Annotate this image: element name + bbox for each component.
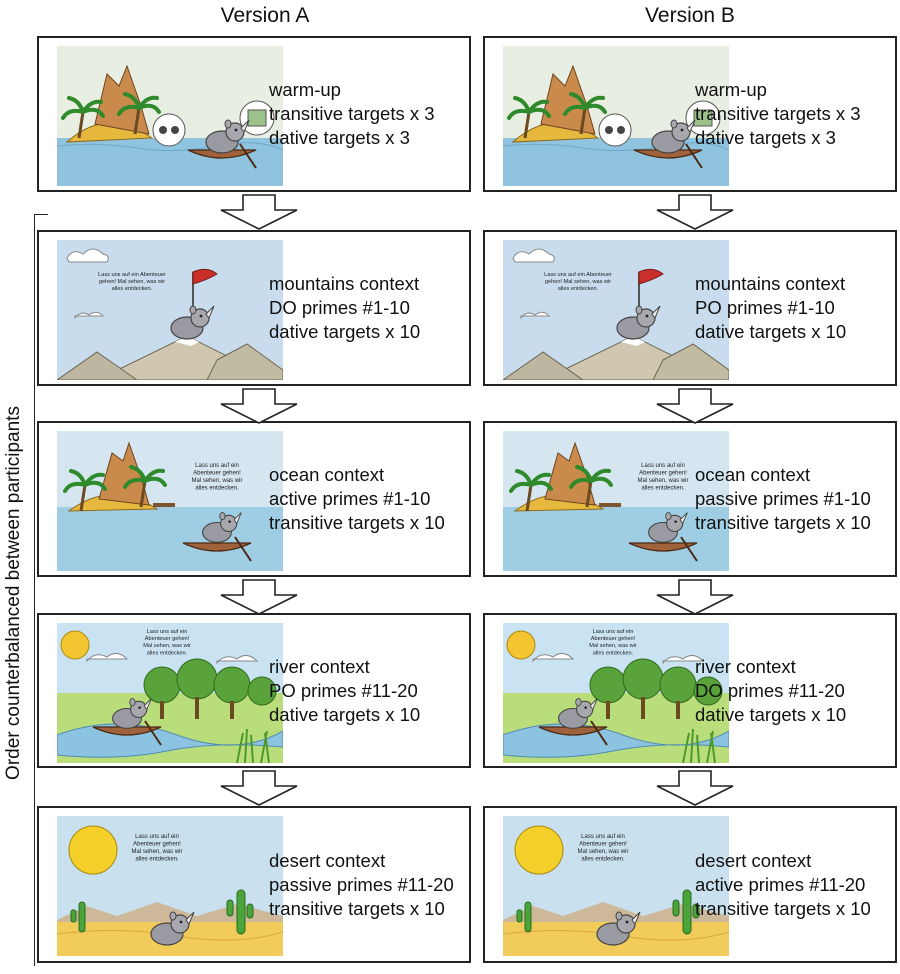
stage-line: passive primes #11-20 (269, 873, 454, 895)
scene-caption-line: Mal sehen, was wir (577, 849, 629, 855)
scene-caption-line: Lass uns auf ein (195, 463, 239, 469)
stage-line: desert context (695, 849, 812, 871)
stage-description (695, 423, 871, 575)
scene-caption-line: alles entdecken. (641, 485, 685, 492)
stage-box-mountain (37, 230, 471, 386)
scene-caption-line: Lass uns auf ein Abenteuer (98, 272, 166, 278)
stage-line: dative targets x 3 (695, 127, 836, 148)
stage-box-mountain (483, 230, 897, 386)
scene-illustration-ocean (57, 431, 283, 571)
stage-line: ocean context (269, 464, 385, 485)
scene-caption-line: Mal sehen, was wir (589, 643, 637, 650)
stage-line: dative targets x 10 (695, 703, 847, 725)
stage-line: active primes #11-20 (695, 873, 866, 895)
stage-description (695, 615, 846, 766)
scene-caption-line: Lass uns auf ein (135, 834, 179, 840)
stage-line: ocean context (695, 464, 811, 485)
scene-caption-line: gehen! Mal sehen, was wir (544, 279, 612, 286)
stage-box-river (37, 613, 471, 768)
stage-description (695, 38, 861, 190)
title-version-b: Version B (645, 4, 735, 27)
stage-description (269, 808, 454, 961)
title-version-a: Version A (220, 4, 310, 27)
stage-line: transitive targets x 3 (269, 103, 435, 124)
scene-caption-line: Abenteuer gehen! (579, 841, 627, 848)
stage-line: transitive targets x 10 (269, 512, 445, 533)
down-arrow-icon (655, 194, 735, 230)
down-arrow-icon (655, 388, 735, 424)
scene-caption-line: Abenteuer gehen! (144, 636, 190, 643)
stage-line: desert context (269, 849, 386, 871)
stage-line: river context (269, 655, 370, 677)
scene-caption-line: alles entdecken. (195, 485, 239, 492)
stage-box-island (37, 36, 471, 192)
scene-caption-line: Lass uns auf ein (592, 629, 634, 635)
down-arrow-icon (219, 194, 299, 230)
stage-line: PO primes #1-10 (695, 297, 835, 318)
scene-caption-line: Mal sehen, was wir (131, 849, 183, 855)
down-arrow-icon (655, 579, 735, 615)
scene-caption-line: Mal sehen, was wir (191, 478, 243, 484)
stage-line: mountains context (269, 273, 420, 294)
scene-caption-line: Abenteuer gehen! (193, 470, 241, 477)
stage-line: mountains context (695, 273, 846, 294)
stage-line: dative targets x 10 (269, 321, 421, 342)
down-arrow-icon (655, 770, 735, 806)
scene-caption-line: alles entdecken. (581, 856, 625, 863)
scene-caption-line: alles entdecken. (557, 286, 599, 293)
counterbalance-label: Order counterbalanced between participants (3, 406, 24, 780)
stage-line: transitive targets x 3 (695, 103, 861, 124)
scene-caption-line: Abenteuer gehen! (590, 636, 636, 643)
scene-caption-line: Mal sehen, was wir (637, 478, 689, 484)
scene-caption-line: Lass uns auf ein (146, 629, 188, 635)
down-arrow-icon (219, 388, 299, 424)
stage-box-river (483, 613, 897, 768)
stage-line: transitive targets x 10 (695, 897, 871, 919)
stage-box-ocean (483, 421, 897, 577)
stage-box-island (483, 36, 897, 192)
stage-line: DO primes #11-20 (695, 679, 845, 701)
scene-caption-line: Lass uns auf ein Abenteuer (544, 272, 612, 278)
scene-caption-line: gehen! Mal sehen, was wir (98, 279, 166, 286)
stage-line: PO primes #11-20 (269, 679, 418, 701)
stage-description (269, 232, 420, 384)
scene-caption-line: alles entdecken. (111, 286, 153, 293)
down-arrow-icon (219, 770, 299, 806)
stage-line: dative targets x 10 (269, 703, 421, 725)
stage-line: transitive targets x 10 (269, 897, 445, 919)
scene-caption-line: alles entdecken. (592, 650, 634, 657)
scene-caption-line: Lass uns auf ein (581, 834, 625, 840)
scene-caption-line: Mal sehen, was wir (143, 643, 191, 650)
scene-illustration-mountain (57, 240, 283, 380)
stage-line: passive primes #1-10 (695, 488, 871, 509)
stage-box-ocean (37, 421, 471, 577)
scene-illustration-river (57, 623, 283, 763)
stage-box-desert (483, 806, 897, 963)
stage-line: transitive targets x 10 (695, 512, 871, 533)
scene-caption-line: Lass uns auf ein (641, 463, 685, 469)
stage-line: river context (695, 655, 796, 677)
scene-caption-line: alles entdecken. (146, 650, 188, 657)
stage-line: dative targets x 3 (269, 127, 410, 148)
scene-illustration-desert (57, 816, 283, 956)
scene-caption-line: Abenteuer gehen! (133, 841, 181, 848)
stage-description (269, 615, 420, 766)
stage-line: active primes #1-10 (269, 488, 431, 509)
down-arrow-icon (219, 579, 299, 615)
stage-description (269, 38, 435, 190)
stage-description (695, 232, 846, 384)
stage-line: warm-up (695, 79, 767, 100)
stage-description (695, 808, 871, 961)
scene-illustration-island (57, 46, 283, 186)
stage-line: dative targets x 10 (695, 321, 847, 342)
scene-caption-line: Abenteuer gehen! (639, 470, 687, 477)
stage-description (269, 423, 445, 575)
scene-caption-line: alles entdecken. (135, 856, 179, 863)
stage-box-desert (37, 806, 471, 963)
stage-line: warm-up (269, 79, 341, 100)
stage-line: DO primes #1-10 (269, 297, 410, 318)
